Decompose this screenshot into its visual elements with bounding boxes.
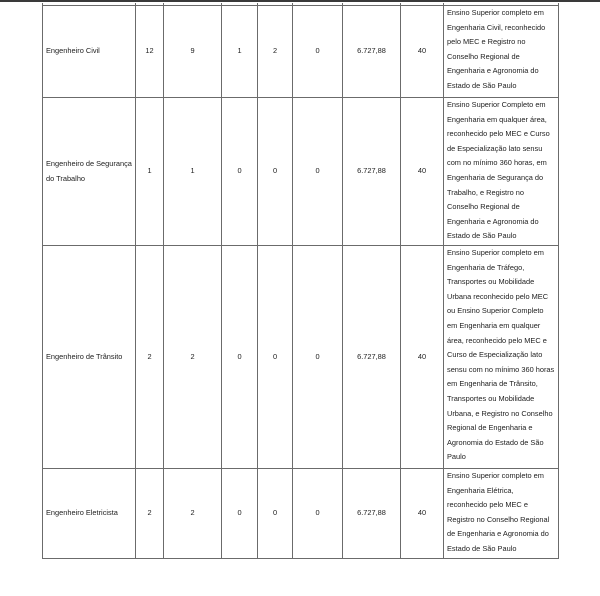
vagas-ampla-cell: 9: [164, 6, 222, 98]
vagas-pcd-cell: 1: [222, 6, 258, 98]
vagas-total-cell: 12: [136, 6, 164, 98]
requisitos-cell: Ensino Superior completo em Engenharia de Tráfego, Transportes ou Mobilidade Urbana reconhecido pelo MEC ou Ensino Superior Completo em Engenharia em qualquer área, reconhecido pelo MEC e Curso de Especialização lato sensu com no mínimo 360 horas em Engenharia de Trânsito, Transportes ou Mobilidade Urbana, e Registro no Conselho Regional de Engenharia e Agronomia do Estado de São Paulo: [444, 246, 559, 469]
vagas-pcd-cell: 0: [222, 469, 258, 559]
vagas-outros-cell: 0: [293, 6, 343, 98]
cargo-cell: Engenheiro de Segurança do Trabalho: [43, 98, 136, 246]
vagas-ampla-cell: 1: [164, 98, 222, 246]
requisitos-cell: Ensino Superior Completo em Engenharia em qualquer área, reconhecido pelo MEC e Curso de Especialização lato sensu com no mínimo 360 horas, em Engenharia de Segurança do Trabalho, e Registro no Conselho Regional de Engenharia e Agronomia do Estado de São Paulo: [444, 98, 559, 246]
salario-cell: 6.727,88: [343, 469, 401, 559]
page-top-rule: [0, 0, 600, 2]
table-row: [43, 98, 559, 246]
vagas-negros-cell: 0: [258, 98, 293, 246]
vagas-ampla-cell: 2: [164, 246, 222, 469]
salario-cell: 6.727,88: [343, 6, 401, 98]
cargo-cell: Engenheiro Eletricista: [43, 469, 136, 559]
vagas-pcd-cell: 0: [222, 246, 258, 469]
vagas-outros-cell: 0: [293, 469, 343, 559]
salario-cell: 6.727,88: [343, 246, 401, 469]
carga-horaria-cell: 40: [401, 6, 444, 98]
table-row: [43, 6, 559, 98]
requisitos-cell: Ensino Superior completo em Engenharia Elétrica, reconhecido pelo MEC e Registro no Conselho Regional de Engenharia e Agronomia do Estado de São Paulo: [444, 469, 559, 559]
job-positions-table: [42, 3, 559, 559]
vagas-negros-cell: 2: [258, 6, 293, 98]
vagas-outros-cell: 0: [293, 246, 343, 469]
vagas-total-cell: 2: [136, 246, 164, 469]
vagas-total-cell: 1: [136, 98, 164, 246]
cargo-cell: Engenheiro de Trânsito: [43, 246, 136, 469]
table-row: [43, 246, 559, 469]
table-row: [43, 469, 559, 559]
vagas-total-cell: 2: [136, 469, 164, 559]
vagas-outros-cell: 0: [293, 98, 343, 246]
vagas-negros-cell: 0: [258, 469, 293, 559]
vagas-pcd-cell: 0: [222, 98, 258, 246]
carga-horaria-cell: 40: [401, 246, 444, 469]
requisitos-cell: Ensino Superior completo em Engenharia Civil, reconhecido pelo MEC e Registro no Conselho Regional de Engenharia e Agronomia do Estado de São Paulo: [444, 6, 559, 98]
cargo-cell: Engenheiro Civil: [43, 6, 136, 98]
carga-horaria-cell: 40: [401, 98, 444, 246]
vagas-ampla-cell: 2: [164, 469, 222, 559]
carga-horaria-cell: 40: [401, 469, 444, 559]
salario-cell: 6.727,88: [343, 98, 401, 246]
vagas-negros-cell: 0: [258, 246, 293, 469]
